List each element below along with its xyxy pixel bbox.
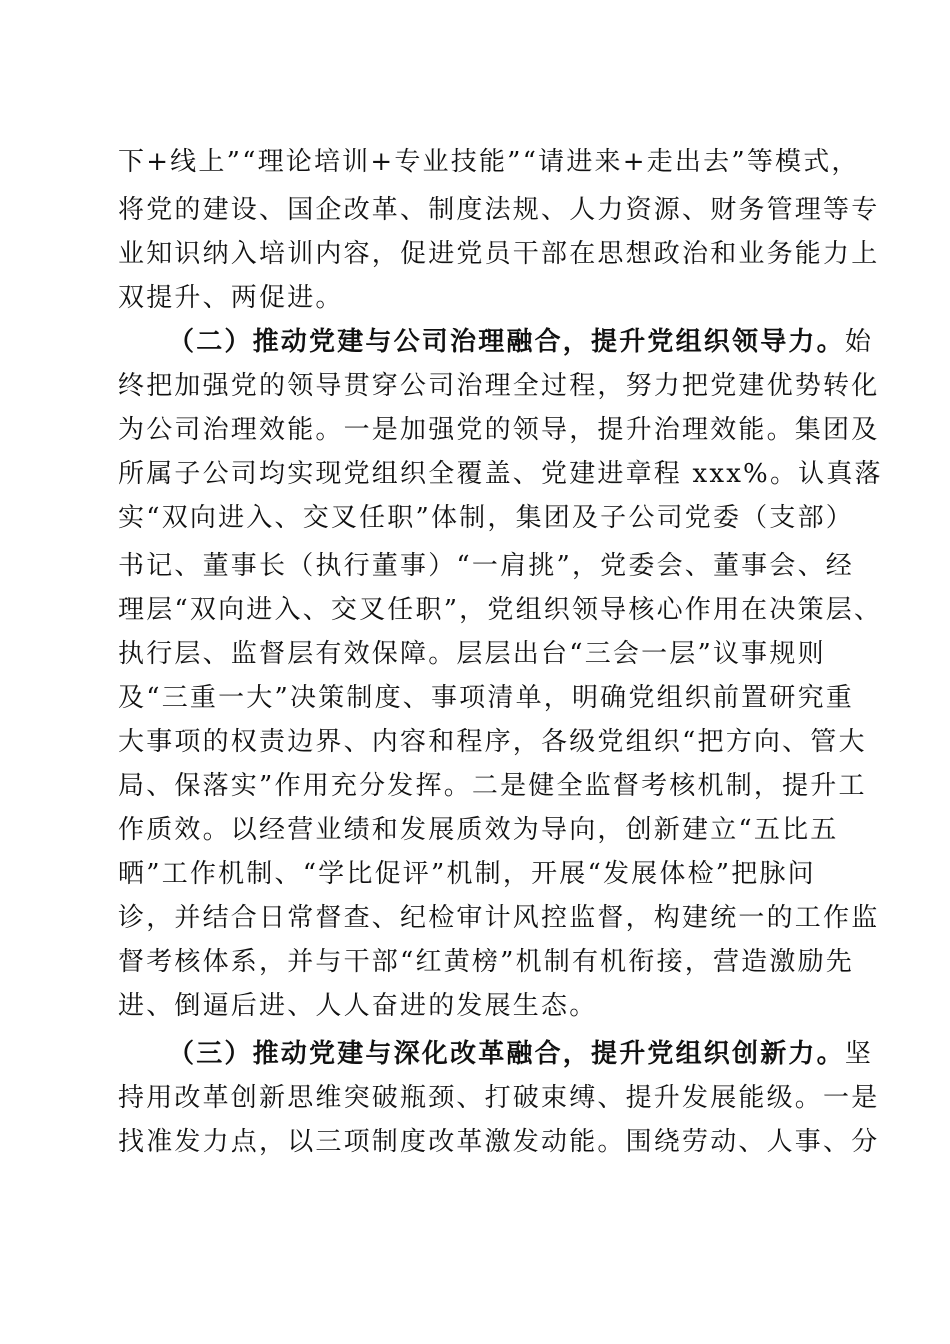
section-3-first-line (168, 1032, 874, 1076)
text-line: 实“双向进入、交叉任职”体制，集团及子公司党委（支部） (118, 503, 854, 533)
text-line: 进、倒逼后进、人人奋进的发展生态。 (118, 991, 598, 1021)
section-body-start: 坚 (844, 1039, 874, 1069)
text-line: 为公司治理效能。一是加强党的领导，提升治理效能。集团及 (118, 415, 880, 445)
text-line: 局、保落实”作用充分发挥。二是健全监督考核机制，提升工 (118, 771, 867, 801)
text-line: 理层“双向进入、交叉任职”，党组织领导核心作用在决策层、 (118, 595, 883, 625)
text-line: 执行层、监督层有效保障。层层出台“三会一层”议事规则 (118, 639, 826, 669)
text-line: 持用改革创新思维突破瓶颈、打破束缚、提升发展能级。一是 (118, 1083, 880, 1113)
text-line: 晒”工作机制、“学比促评”机制，开展“发展体检”把脉问 (118, 859, 816, 889)
text-line: 诊，并结合日常督查、纪检审计风控监督，构建统一的工作监 (118, 903, 880, 933)
section-body-start: 始 (844, 327, 874, 357)
text-line: 找准发力点，以三项制度改革激发动能。围绕劳动、人事、分 (118, 1127, 880, 1157)
text-line: 督考核体系，并与干部“红黄榜”机制有机衔接，营造激励先 (118, 947, 854, 977)
text-line: 将党的建设、国企改革、制度法规、人力资源、财务管理等专 (118, 195, 880, 225)
text-line: 大事项的权责边界、内容和程序，各级党组织“把方向、管大 (118, 727, 867, 757)
section-heading: （三）推动党建与深化改革融合，提升党组织创新力。 (168, 1039, 845, 1069)
text-line: 书记、董事长（执行董事）“一肩挑”，党委会、董事会、经 (118, 551, 854, 581)
section-heading: （二）推动党建与公司治理融合，提升党组织领导力。 (168, 327, 845, 357)
text-line: 所属子公司均实现党组织全覆盖、党建进章程 xxx%。认真落 (118, 459, 883, 489)
text-line: 业知识纳入培训内容，促进党员干部在思想政治和业务能力上 (118, 239, 880, 269)
text-line: 双提升、两促进。 (118, 283, 344, 313)
text-line: 终把加强党的领导贯穿公司治理全过程，努力把党建优势转化 (118, 371, 880, 401)
section-2-first-line (168, 320, 874, 364)
text-line: 作质效。以经营业绩和发展质效为导向，创新建立“五比五 (118, 815, 839, 845)
text-line: 及“三重一大”决策制度、事项清单，明确党组织前置研究重 (118, 683, 854, 713)
text-line: 下+线上”“理论培训+专业技能”“请进来+走出去”等模式， (118, 147, 860, 177)
